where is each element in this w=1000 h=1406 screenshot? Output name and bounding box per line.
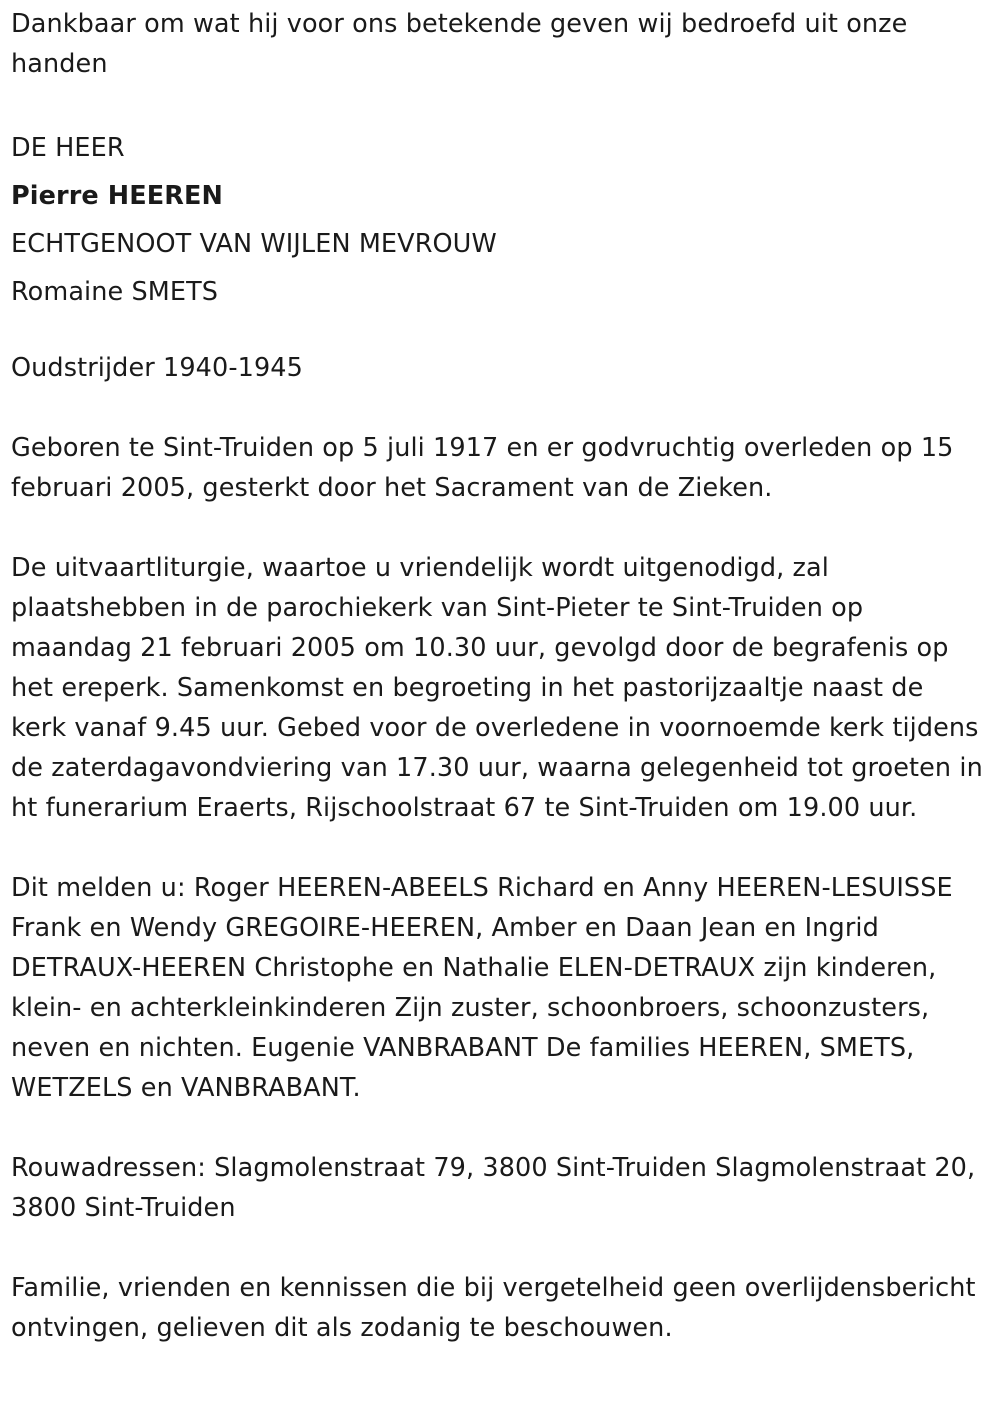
death-notice [11,4,986,1388]
addresses-text: Rouwadressen: Slagmolenstraat 79, 3800 Sint-Truiden Slagmolenstraat 20, 3800 Sint-Truiden [11,1153,976,1223]
deceased-name: Pierre HEEREN [11,181,223,211]
spouse-label: ECHTGENOOT VAN WIJLEN MEVROUW [11,229,497,259]
veteran-text: Oudstrijder 1940-1945 [11,353,303,383]
intro-text: Dankbaar om wat hij voor ons betekende geven wij bedroefd uit onze handen [11,9,908,79]
closing-text: Familie, vrienden en kennissen die bij vergetelheid geen overlijdensbericht ontvingen, gelieven dit als zodanig te beschouwen. [11,1273,976,1343]
deceased-title [11,124,986,316]
honorific: DE HEER [11,133,125,163]
funeral-text: De uitvaartliturgie, waartoe u vriendelijk wordt uitgenodigd, zal plaatshebben in de parochiekerk van Sint-Pieter te Sint-Truiden op maandag 21 februari 2005 om 10.30 uur, gevolgd door de begrafenis op het ereperk. Samenkomst en begroeting in het pastorijzaaltje naast de kerk vanaf 9.45 uur. Gebed voor de overledene in voornoemde kerk tijdens de zaterdagavondviering van 17.30 uur, waarna gelegenheid tot groeten in ht funerarium Eraerts, Rijschoolstraat 67 te Sint-Truiden om 19.00 uur. [11,553,983,823]
spouse-name: Romaine SMETS [11,277,219,307]
birth-death-text: Geboren te Sint-Truiden op 5 juli 1917 en er godvruchtig overleden op 15 februari 2005, gesterkt door het Sacrament van de Zieken. [11,433,954,503]
announcers-text: Dit melden u: Roger HEEREN-ABEELS Richard en Anny HEEREN-LESUISSE Frank en Wendy GREGOIRE-HEEREN, Amber en Daan Jean en Ingrid DETRAUX-HEEREN Christophe en Nathalie ELEN-DETRAUX zijn kinderen, klein- en achterkleinkinderen Zijn zuster, schoonbroers, schoonzusters, neven en nichten. Eugenie VANBRABANT De families HEEREN, SMETS, WETZELS en VANBRABANT. [11,873,953,1103]
